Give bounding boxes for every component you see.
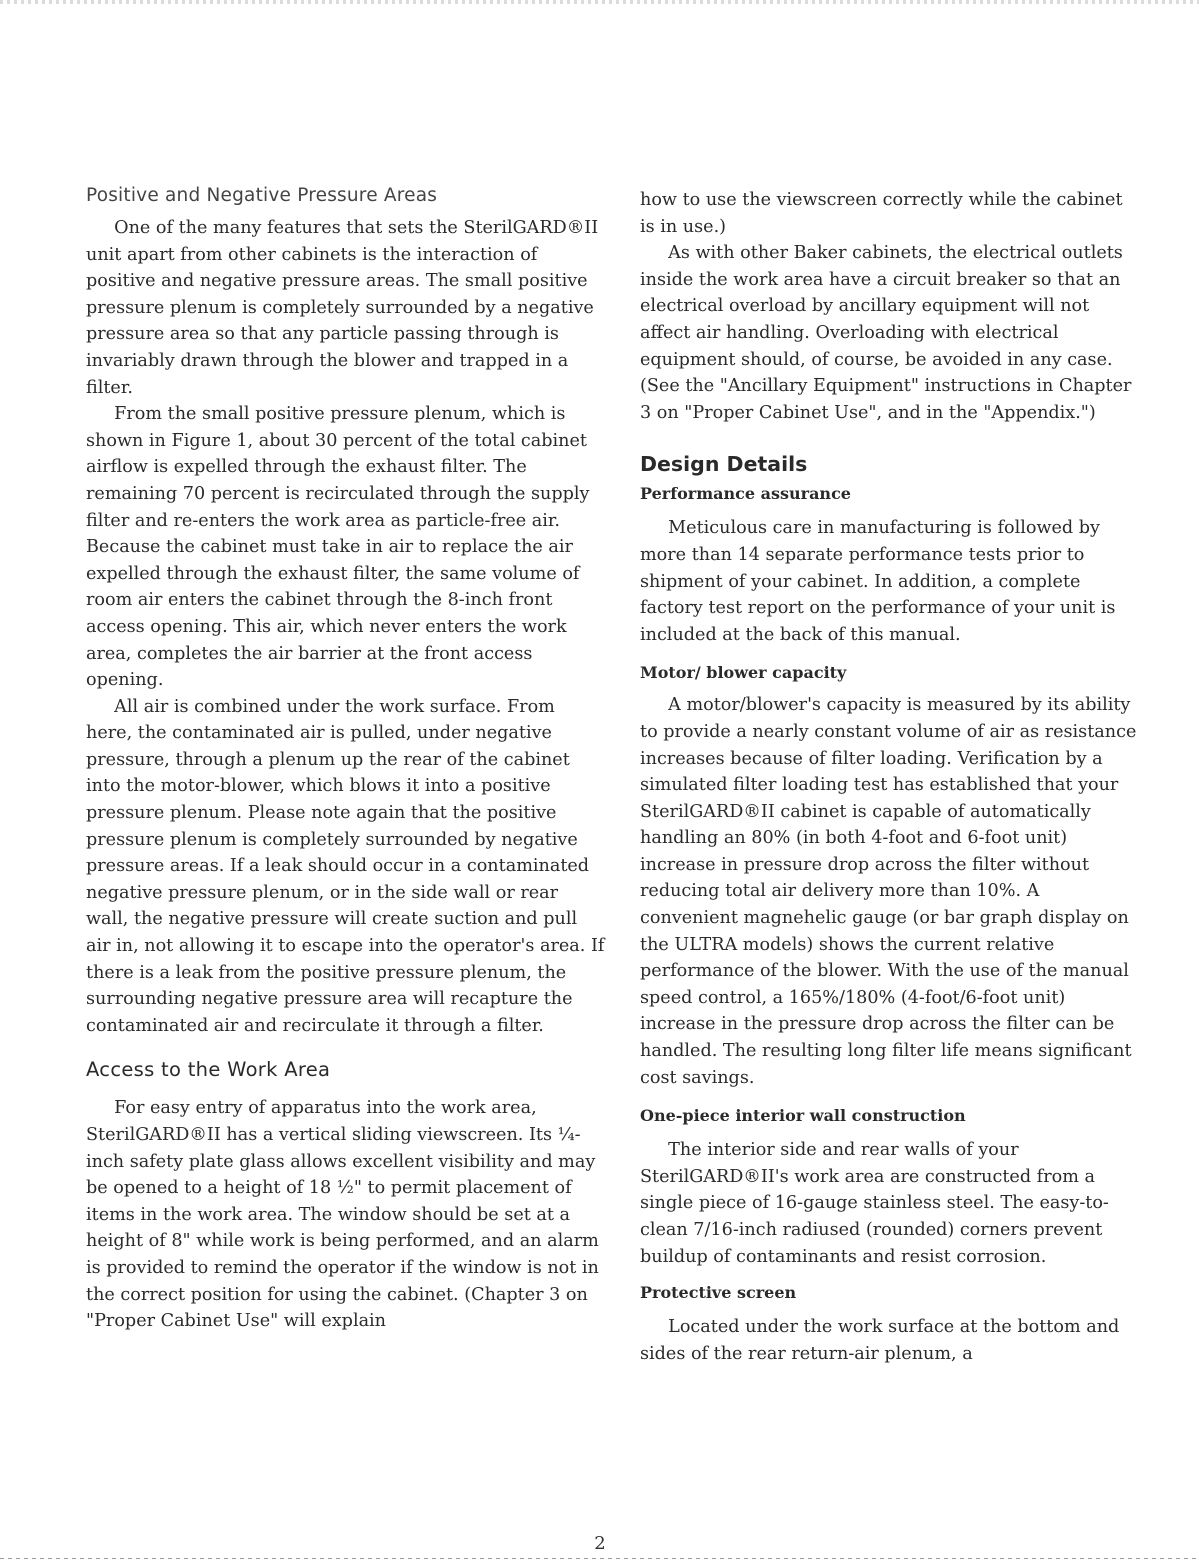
paragraph-electrical-outlets: As with other Baker cabinets, the electrical outlets inside the work area have a circuit breaker so that an electrical overload by ancillary equipment will not affect air handling. Overloading with electrical equipment should, of course, be avoided in any case. (See the "Ancillary Equipment" instructions in Chapter 3 on "Proper Cabinet Use", and in the "Appendix.")	[640, 243, 1132, 423]
heading-motor-blower: Motor/ blower capacity	[640, 663, 847, 683]
left-column	[86, 185, 606, 1335]
paragraph-performance: Meticulous care in manufacturing is followed by more than 14 separate performance tests prior to shipment of your cabinet. In addition, a complete factory test report on the performance of your unit is included at the back of this manual.	[640, 518, 1116, 645]
paragraph-motor-blower: A motor/blower's capacity is measured by its ability to provide a nearly constant volume of air as resistance increases because of filter loading. Verification by a simulated filter loading test has established that your SterilGARD®II cabinet is capable of automatically handling an 80% (in both 4-foot and 6-foot unit) increase in pressure drop across the filter without reducing total air delivery more than 10%. A convenient magnehelic gauge (or bar graph display on the ULTRA models) shows the current relative performance of the blower. With the use of the manual speed control, a 165%/180% (4-foot/6-foot unit) increase in the pressure drop across the filter can be handled. The resulting long filter life means significant cost savings.	[640, 695, 1137, 1088]
heading-design-details: Design Details	[640, 452, 808, 477]
right-column	[640, 187, 1140, 1367]
heading-interior-wall: One-piece interior wall construction	[640, 1106, 966, 1126]
paragraph-viewscreen-continued: how to use the viewscreen correctly while the cabinet is in use.)	[640, 190, 1123, 237]
paragraph-viewscreen: For easy entry of apparatus into the work area, SterilGARD®II has a vertical sliding viewscreen. Its ¼-inch safety plate glass allows excellent visibility and may be opened to a height of 18 ½" to permit placement of items in the work area. The window should be set at a height of 8" while work is being performed, and an alarm is provided to remind the operator if the window is not in the correct position for using the cabinet. (Chapter 3 on "Proper Cabinet Use" will explain	[86, 1098, 599, 1332]
scan-edge	[0, 0, 1199, 4]
paragraph-interior-wall: The interior side and rear walls of your SterilGARD®II's work area are constructed from a single piece of 16-gauge stainless steel. The easy-to-clean 7/16-inch radiused (rounded) corners prevent buildup of contaminants and resist corrosion.	[640, 1140, 1109, 1267]
heading-protective-screen: Protective screen	[640, 1283, 797, 1303]
heading-performance-assurance: Performance assurance	[640, 484, 851, 504]
paragraph-interaction: One of the many features that sets the SterilGARD®II unit apart from other cabinets is the interaction of positive and negative pressure areas. The small positive pressure plenum is completely surrounded by a negative pressure area so that any particle passing through is invariably drawn through the blower and trapped in a filter.	[86, 218, 599, 398]
heading-access-work-area: Access to the Work Area	[86, 1058, 331, 1082]
paragraph-plenum-airflow: From the small positive pressure plenum, which is shown in Figure 1, about 30 percent of the total cabinet airflow is expelled through the exhaust filter. The remaining 70 percent is recirculated through the supply filter and re-enters the work area as particle-free air. Because the cabinet must take in air to replace the air expelled through the exhaust filter, the same volume of room air enters the cabinet through the 8-inch front access opening. This air, which never enters the work area, completes the air barrier at the front access opening.	[86, 404, 590, 691]
paragraph-combined-air: All air is combined under the work surface. From here, the contaminated air is pulled, under negative pressure, through a plenum up the rear of the cabinet into the motor-blower, which blows it into a positive pressure plenum. Please note again that the positive pressure plenum is completely surrounded by negative pressure areas. If a leak should occur in a contaminated negative pressure plenum, or in the side wall or rear wall, the negative pressure will create suction and pull air in, not allowing it to escape into the operator's area. If there is a leak from the positive pressure plenum, the surrounding negative pressure area will recapture the contaminated air and recirculate it through a filter.	[86, 696, 605, 1036]
bottom-scan-edge	[0, 1558, 1199, 1559]
page-number: 2	[594, 1533, 606, 1554]
paragraph-protective-screen: Located under the work surface at the bottom and sides of the rear return-air plenum, a	[640, 1317, 1120, 1364]
heading-pressure-areas: Positive and Negative Pressure Areas	[86, 185, 438, 206]
